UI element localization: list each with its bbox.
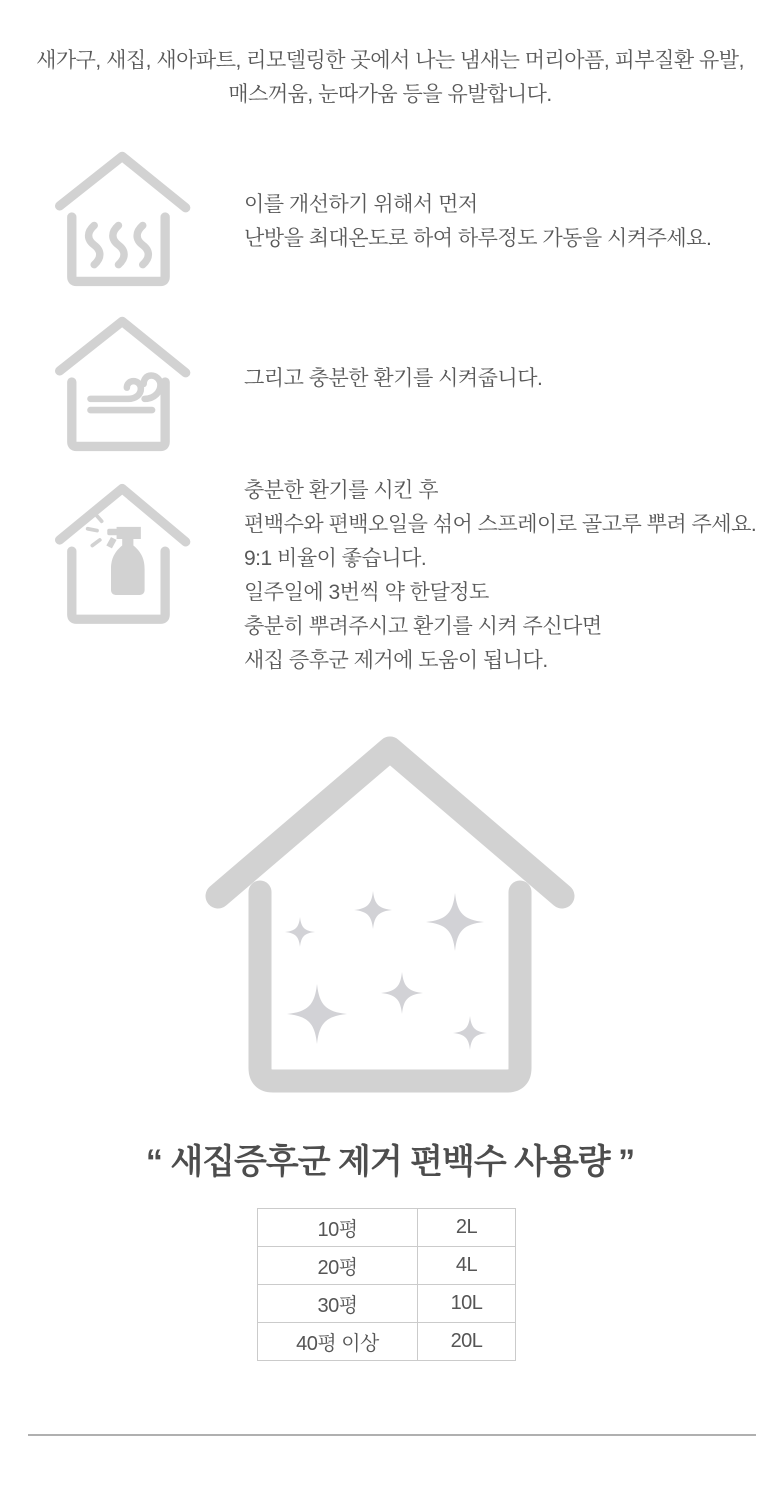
step-line: 편백수와 편백오일을 섞어 스프레이로 골고루 뿌려 주세요. (244, 513, 757, 536)
spray-bottle-glyph (88, 514, 145, 595)
table-row (258, 1247, 516, 1285)
sparkling-clean-house-icon (205, 726, 575, 1121)
step-line: 일주일에 3번씩 약 한달정도 (244, 581, 489, 604)
amount-cell: 20L (418, 1323, 516, 1361)
step-line: 충분한 환기를 시킨 후 (244, 479, 439, 502)
house-heating-icon (55, 148, 195, 293)
step-line: 충분히 뿌려주시고 환기를 시켜 주신다면 (244, 615, 602, 638)
sparkle-icons (285, 891, 487, 1050)
intro-text (0, 44, 780, 112)
area-cell: 30평 (258, 1285, 418, 1323)
usage-title: “ 새집증후군 제거 편백수 사용량 ” (145, 1143, 635, 1181)
table-row (258, 1285, 516, 1323)
area-cell: 40평 이상 (258, 1323, 418, 1361)
bottom-divider (28, 1434, 756, 1436)
table-row (258, 1323, 516, 1361)
house-spray-icon (55, 478, 195, 633)
amount-cell: 2L (418, 1209, 516, 1247)
step-2-text (244, 362, 542, 396)
step-1-text (244, 188, 711, 256)
step-line: 9:1 비율이 좋습니다. (244, 547, 427, 570)
step-line: 난방을 최대온도로 하여 하루정도 가동을 시켜주세요. (244, 227, 712, 250)
area-cell: 20평 (258, 1247, 418, 1285)
step-line: 그리고 충분한 환기를 시켜줍니다. (244, 367, 543, 390)
step-line: 이를 개선하기 위해서 먼저 (244, 193, 478, 216)
intro-line-1: 새가구, 새집, 새아파트, 리모델링한 곳에서 나는 냄새는 머리아픔, 피부질환 유발, (36, 49, 744, 72)
usage-table (257, 1208, 516, 1361)
area-cell: 10평 (258, 1209, 418, 1247)
table-row (258, 1209, 516, 1247)
step-3-text (244, 474, 756, 678)
step-line: 새집 증후군 제거에 도움이 됩니다. (244, 649, 548, 672)
amount-cell: 10L (418, 1285, 516, 1323)
house-ventilation-icon (55, 313, 195, 458)
intro-line-2: 매스꺼움, 눈따가움 등을 유발합니다. (228, 83, 552, 106)
amount-cell: 4L (418, 1247, 516, 1285)
